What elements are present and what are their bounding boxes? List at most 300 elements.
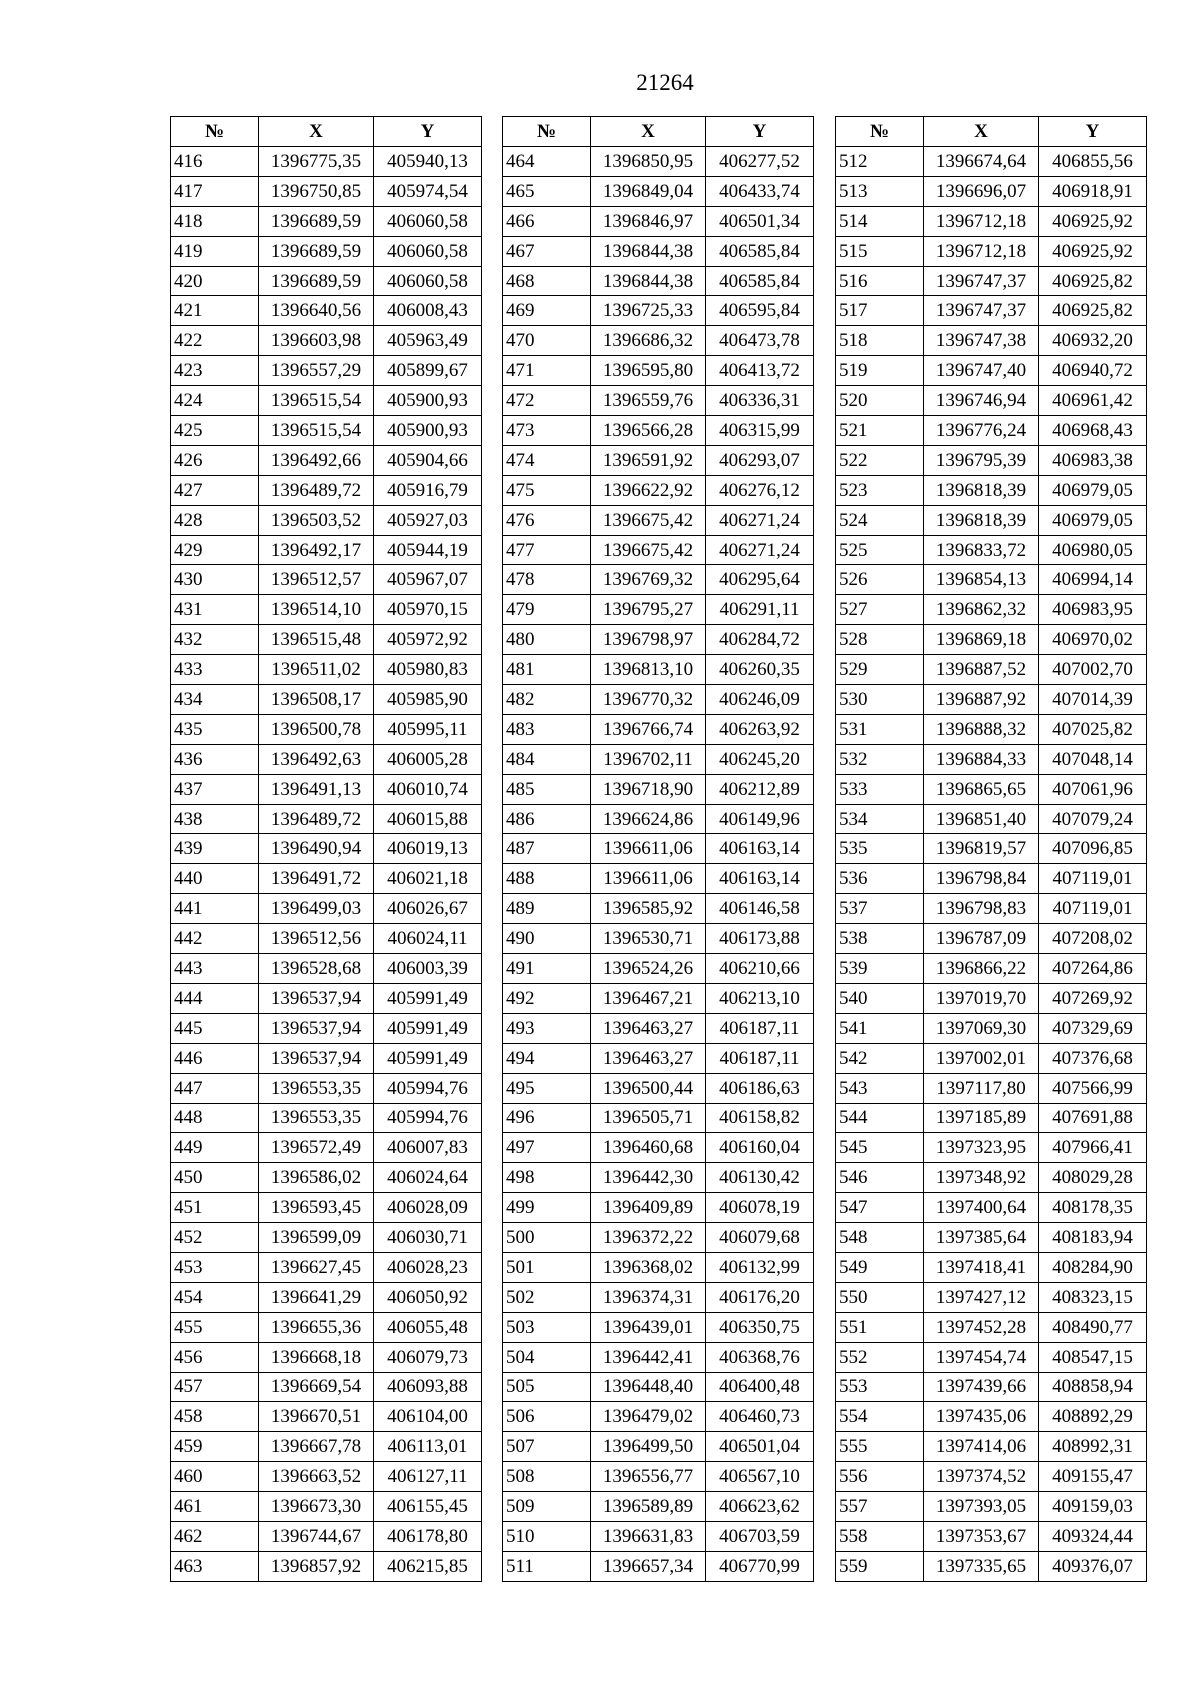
point-number: 518 xyxy=(836,326,924,356)
table-row xyxy=(171,1163,482,1193)
coordinates-table-2 xyxy=(502,116,814,1582)
header-number: № xyxy=(503,117,591,147)
table-row xyxy=(171,147,482,177)
x-coordinate: 1396849,04 xyxy=(591,176,706,206)
x-coordinate: 1397185,89 xyxy=(924,1103,1039,1133)
table-row xyxy=(836,1402,1147,1432)
y-coordinate: 406026,67 xyxy=(374,894,482,924)
y-coordinate: 407566,99 xyxy=(1039,1073,1147,1103)
x-coordinate: 1397454,74 xyxy=(924,1342,1039,1372)
y-coordinate: 406060,58 xyxy=(374,206,482,236)
point-number: 544 xyxy=(836,1103,924,1133)
y-coordinate: 406277,52 xyxy=(706,147,814,177)
point-number: 540 xyxy=(836,983,924,1013)
x-coordinate: 1396492,63 xyxy=(259,744,374,774)
table-row xyxy=(171,1013,482,1043)
y-coordinate: 406271,24 xyxy=(706,535,814,565)
x-coordinate: 1396689,59 xyxy=(259,266,374,296)
x-coordinate: 1396372,22 xyxy=(591,1223,706,1253)
x-coordinate: 1396865,65 xyxy=(924,774,1039,804)
point-number: 471 xyxy=(503,356,591,386)
x-coordinate: 1396599,09 xyxy=(259,1223,374,1253)
header-x: X xyxy=(924,117,1039,147)
x-coordinate: 1396467,21 xyxy=(591,983,706,1013)
y-coordinate: 407079,24 xyxy=(1039,804,1147,834)
x-coordinate: 1396640,56 xyxy=(259,296,374,326)
table-row xyxy=(171,834,482,864)
table-row xyxy=(836,176,1147,206)
x-coordinate: 1397002,01 xyxy=(924,1043,1039,1073)
x-coordinate: 1396670,51 xyxy=(259,1402,374,1432)
y-coordinate: 407096,85 xyxy=(1039,834,1147,864)
y-coordinate: 406271,24 xyxy=(706,505,814,535)
point-number: 538 xyxy=(836,924,924,954)
point-number: 504 xyxy=(503,1342,591,1372)
point-number: 514 xyxy=(836,206,924,236)
point-number: 483 xyxy=(503,714,591,744)
point-number: 537 xyxy=(836,894,924,924)
table-row xyxy=(836,356,1147,386)
y-coordinate: 405940,13 xyxy=(374,147,482,177)
x-coordinate: 1396775,35 xyxy=(259,147,374,177)
point-number: 515 xyxy=(836,236,924,266)
y-coordinate: 406979,05 xyxy=(1039,505,1147,535)
y-coordinate: 406460,73 xyxy=(706,1402,814,1432)
x-coordinate: 1396374,31 xyxy=(591,1282,706,1312)
table-row xyxy=(171,1432,482,1462)
table-row xyxy=(503,924,814,954)
point-number: 482 xyxy=(503,685,591,715)
x-coordinate: 1396537,94 xyxy=(259,983,374,1013)
y-coordinate: 406215,85 xyxy=(374,1551,482,1581)
table-row xyxy=(836,714,1147,744)
x-coordinate: 1396850,95 xyxy=(591,147,706,177)
table-row xyxy=(836,1043,1147,1073)
point-number: 531 xyxy=(836,714,924,744)
table-row xyxy=(836,1282,1147,1312)
table-row xyxy=(171,1492,482,1522)
table-row xyxy=(503,1551,814,1581)
table-row xyxy=(503,1282,814,1312)
table-row xyxy=(503,1193,814,1223)
y-coordinate: 409155,47 xyxy=(1039,1462,1147,1492)
y-coordinate: 405927,03 xyxy=(374,505,482,535)
table-row xyxy=(503,1462,814,1492)
y-coordinate: 406028,23 xyxy=(374,1252,482,1282)
point-number: 519 xyxy=(836,356,924,386)
x-coordinate: 1397418,41 xyxy=(924,1252,1039,1282)
x-coordinate: 1396746,94 xyxy=(924,386,1039,416)
table-header-row xyxy=(836,117,1147,147)
y-coordinate: 406019,13 xyxy=(374,834,482,864)
table-row xyxy=(503,864,814,894)
y-coordinate: 406925,82 xyxy=(1039,266,1147,296)
x-coordinate: 1396818,39 xyxy=(924,475,1039,505)
table-row xyxy=(503,595,814,625)
point-number: 500 xyxy=(503,1223,591,1253)
table-row xyxy=(836,565,1147,595)
table-row xyxy=(171,535,482,565)
table-row xyxy=(503,954,814,984)
point-number: 470 xyxy=(503,326,591,356)
point-number: 527 xyxy=(836,595,924,625)
point-number: 505 xyxy=(503,1372,591,1402)
table-row xyxy=(836,266,1147,296)
x-coordinate: 1396667,78 xyxy=(259,1432,374,1462)
table-row xyxy=(503,1103,814,1133)
y-coordinate: 406213,10 xyxy=(706,983,814,1013)
point-number: 463 xyxy=(171,1551,259,1581)
table-row xyxy=(503,326,814,356)
x-coordinate: 1396747,38 xyxy=(924,326,1039,356)
y-coordinate: 406350,75 xyxy=(706,1312,814,1342)
table-row xyxy=(836,416,1147,446)
point-number: 442 xyxy=(171,924,259,954)
point-number: 434 xyxy=(171,685,259,715)
y-coordinate: 409324,44 xyxy=(1039,1521,1147,1551)
table-header-row xyxy=(171,117,482,147)
point-number: 479 xyxy=(503,595,591,625)
y-coordinate: 406173,88 xyxy=(706,924,814,954)
x-coordinate: 1396787,09 xyxy=(924,924,1039,954)
table-row xyxy=(503,714,814,744)
y-coordinate: 408178,35 xyxy=(1039,1193,1147,1223)
point-number: 452 xyxy=(171,1223,259,1253)
y-coordinate: 406021,18 xyxy=(374,864,482,894)
point-number: 549 xyxy=(836,1252,924,1282)
x-coordinate: 1396866,22 xyxy=(924,954,1039,984)
y-coordinate: 408892,29 xyxy=(1039,1402,1147,1432)
x-coordinate: 1396631,83 xyxy=(591,1521,706,1551)
x-coordinate: 1396869,18 xyxy=(924,625,1039,655)
point-number: 462 xyxy=(171,1521,259,1551)
point-number: 429 xyxy=(171,535,259,565)
x-coordinate: 1396595,80 xyxy=(591,356,706,386)
y-coordinate: 406160,04 xyxy=(706,1133,814,1163)
y-coordinate: 408992,31 xyxy=(1039,1432,1147,1462)
y-coordinate: 405899,67 xyxy=(374,356,482,386)
table-row xyxy=(171,1342,482,1372)
point-number: 424 xyxy=(171,386,259,416)
point-number: 484 xyxy=(503,744,591,774)
point-number: 559 xyxy=(836,1551,924,1581)
y-coordinate: 406028,09 xyxy=(374,1193,482,1223)
x-coordinate: 1396589,89 xyxy=(591,1492,706,1522)
x-coordinate: 1396696,07 xyxy=(924,176,1039,206)
x-coordinate: 1396798,97 xyxy=(591,625,706,655)
x-coordinate: 1397353,67 xyxy=(924,1521,1039,1551)
x-coordinate: 1397393,05 xyxy=(924,1492,1039,1522)
y-coordinate: 406585,84 xyxy=(706,236,814,266)
x-coordinate: 1396512,57 xyxy=(259,565,374,595)
table-row xyxy=(836,296,1147,326)
y-coordinate: 406187,11 xyxy=(706,1043,814,1073)
point-number: 421 xyxy=(171,296,259,326)
x-coordinate: 1396514,10 xyxy=(259,595,374,625)
x-coordinate: 1397117,80 xyxy=(924,1073,1039,1103)
y-coordinate: 406130,42 xyxy=(706,1163,814,1193)
point-number: 490 xyxy=(503,924,591,954)
point-number: 433 xyxy=(171,655,259,685)
table-row xyxy=(836,1432,1147,1462)
y-coordinate: 407119,01 xyxy=(1039,864,1147,894)
y-coordinate: 406093,88 xyxy=(374,1372,482,1402)
x-coordinate: 1397414,06 xyxy=(924,1432,1039,1462)
x-coordinate: 1396556,77 xyxy=(591,1462,706,1492)
point-number: 543 xyxy=(836,1073,924,1103)
y-coordinate: 406079,73 xyxy=(374,1342,482,1372)
point-number: 448 xyxy=(171,1103,259,1133)
x-coordinate: 1396851,40 xyxy=(924,804,1039,834)
table-row xyxy=(503,1013,814,1043)
header-x: X xyxy=(259,117,374,147)
table-row xyxy=(171,206,482,236)
x-coordinate: 1396702,11 xyxy=(591,744,706,774)
x-coordinate: 1396862,32 xyxy=(924,595,1039,625)
table-row xyxy=(836,1073,1147,1103)
y-coordinate: 406163,14 xyxy=(706,864,814,894)
point-number: 430 xyxy=(171,565,259,595)
x-coordinate: 1397348,92 xyxy=(924,1163,1039,1193)
y-coordinate: 406291,11 xyxy=(706,595,814,625)
table-row xyxy=(171,1252,482,1282)
table-row xyxy=(171,774,482,804)
table-row xyxy=(503,1073,814,1103)
y-coordinate: 407208,02 xyxy=(1039,924,1147,954)
y-coordinate: 405974,54 xyxy=(374,176,482,206)
y-coordinate: 408490,77 xyxy=(1039,1312,1147,1342)
x-coordinate: 1396712,18 xyxy=(924,236,1039,266)
point-number: 496 xyxy=(503,1103,591,1133)
y-coordinate: 406970,02 xyxy=(1039,625,1147,655)
x-coordinate: 1396530,71 xyxy=(591,924,706,954)
y-coordinate: 406246,09 xyxy=(706,685,814,715)
table-row xyxy=(836,505,1147,535)
x-coordinate: 1396515,54 xyxy=(259,416,374,446)
header-number: № xyxy=(171,117,259,147)
x-coordinate: 1396844,38 xyxy=(591,236,706,266)
y-coordinate: 406186,63 xyxy=(706,1073,814,1103)
x-coordinate: 1396611,06 xyxy=(591,834,706,864)
y-coordinate: 406263,92 xyxy=(706,714,814,744)
point-number: 464 xyxy=(503,147,591,177)
x-coordinate: 1396725,33 xyxy=(591,296,706,326)
point-number: 461 xyxy=(171,1492,259,1522)
table-row xyxy=(836,1372,1147,1402)
x-coordinate: 1396409,89 xyxy=(591,1193,706,1223)
point-number: 536 xyxy=(836,864,924,894)
point-number: 431 xyxy=(171,595,259,625)
y-coordinate: 408284,90 xyxy=(1039,1252,1147,1282)
x-coordinate: 1396795,39 xyxy=(924,445,1039,475)
point-number: 449 xyxy=(171,1133,259,1163)
table-row xyxy=(836,1521,1147,1551)
x-coordinate: 1396585,92 xyxy=(591,894,706,924)
y-coordinate: 406983,95 xyxy=(1039,595,1147,625)
y-coordinate: 405904,66 xyxy=(374,445,482,475)
point-number: 539 xyxy=(836,954,924,984)
table-row xyxy=(171,445,482,475)
table-row xyxy=(171,386,482,416)
x-coordinate: 1396813,10 xyxy=(591,655,706,685)
point-number: 419 xyxy=(171,236,259,266)
point-number: 502 xyxy=(503,1282,591,1312)
y-coordinate: 406149,96 xyxy=(706,804,814,834)
table-row xyxy=(171,1312,482,1342)
point-number: 443 xyxy=(171,954,259,984)
table-row xyxy=(503,1252,814,1282)
point-number: 422 xyxy=(171,326,259,356)
y-coordinate: 409376,07 xyxy=(1039,1551,1147,1581)
y-coordinate: 406293,07 xyxy=(706,445,814,475)
table-row xyxy=(171,1462,482,1492)
point-number: 467 xyxy=(503,236,591,266)
table-row xyxy=(503,416,814,446)
point-number: 530 xyxy=(836,685,924,715)
table-row xyxy=(171,983,482,1013)
x-coordinate: 1396553,35 xyxy=(259,1073,374,1103)
table-row xyxy=(836,445,1147,475)
table-row xyxy=(836,924,1147,954)
x-coordinate: 1397385,64 xyxy=(924,1223,1039,1253)
x-coordinate: 1396492,66 xyxy=(259,445,374,475)
table-row xyxy=(836,326,1147,356)
table-row xyxy=(836,1133,1147,1163)
y-coordinate: 406005,28 xyxy=(374,744,482,774)
table-row xyxy=(503,1342,814,1372)
table-row xyxy=(836,1312,1147,1342)
point-number: 481 xyxy=(503,655,591,685)
header-y: Y xyxy=(1039,117,1147,147)
x-coordinate: 1397427,12 xyxy=(924,1282,1039,1312)
point-number: 529 xyxy=(836,655,924,685)
y-coordinate: 406501,04 xyxy=(706,1432,814,1462)
x-coordinate: 1397019,70 xyxy=(924,983,1039,1013)
x-coordinate: 1396663,52 xyxy=(259,1462,374,1492)
point-number: 478 xyxy=(503,565,591,595)
x-coordinate: 1396776,24 xyxy=(924,416,1039,446)
x-coordinate: 1396524,26 xyxy=(591,954,706,984)
point-number: 495 xyxy=(503,1073,591,1103)
y-coordinate: 406623,62 xyxy=(706,1492,814,1522)
x-coordinate: 1396491,13 xyxy=(259,774,374,804)
table-row xyxy=(171,1223,482,1253)
point-number: 528 xyxy=(836,625,924,655)
table-row xyxy=(503,356,814,386)
x-coordinate: 1396657,34 xyxy=(591,1551,706,1581)
point-number: 524 xyxy=(836,505,924,535)
point-number: 427 xyxy=(171,475,259,505)
x-coordinate: 1396593,45 xyxy=(259,1193,374,1223)
x-coordinate: 1396887,92 xyxy=(924,685,1039,715)
table-row xyxy=(836,894,1147,924)
point-number: 465 xyxy=(503,176,591,206)
point-number: 459 xyxy=(171,1432,259,1462)
point-number: 532 xyxy=(836,744,924,774)
table-row xyxy=(171,236,482,266)
table-row xyxy=(171,1103,482,1133)
y-coordinate: 406210,66 xyxy=(706,954,814,984)
table-row xyxy=(503,206,814,236)
table-row xyxy=(503,176,814,206)
point-number: 454 xyxy=(171,1282,259,1312)
y-coordinate: 406336,31 xyxy=(706,386,814,416)
point-number: 486 xyxy=(503,804,591,834)
y-coordinate: 406146,58 xyxy=(706,894,814,924)
point-number: 446 xyxy=(171,1043,259,1073)
y-coordinate: 406994,14 xyxy=(1039,565,1147,595)
point-number: 494 xyxy=(503,1043,591,1073)
x-coordinate: 1396489,72 xyxy=(259,804,374,834)
point-number: 547 xyxy=(836,1193,924,1223)
x-coordinate: 1396887,52 xyxy=(924,655,1039,685)
y-coordinate: 406585,84 xyxy=(706,266,814,296)
y-coordinate: 406030,71 xyxy=(374,1223,482,1253)
x-coordinate: 1396641,29 xyxy=(259,1282,374,1312)
x-coordinate: 1396537,94 xyxy=(259,1013,374,1043)
x-coordinate: 1396442,41 xyxy=(591,1342,706,1372)
table-row xyxy=(503,1521,814,1551)
x-coordinate: 1397374,52 xyxy=(924,1462,1039,1492)
point-number: 435 xyxy=(171,714,259,744)
x-coordinate: 1396833,72 xyxy=(924,535,1039,565)
page-number: 21264 xyxy=(636,70,694,95)
table-row xyxy=(503,296,814,326)
point-number: 441 xyxy=(171,894,259,924)
x-coordinate: 1396854,13 xyxy=(924,565,1039,595)
point-number: 477 xyxy=(503,535,591,565)
y-coordinate: 406187,11 xyxy=(706,1013,814,1043)
point-number: 432 xyxy=(171,625,259,655)
table-row xyxy=(171,1372,482,1402)
point-number: 517 xyxy=(836,296,924,326)
table-body xyxy=(836,147,1147,1582)
table-row xyxy=(503,744,814,774)
x-coordinate: 1396750,85 xyxy=(259,176,374,206)
table-row xyxy=(171,1193,482,1223)
y-coordinate: 406008,43 xyxy=(374,296,482,326)
table-row xyxy=(503,505,814,535)
point-number: 458 xyxy=(171,1402,259,1432)
point-number: 493 xyxy=(503,1013,591,1043)
table-row xyxy=(503,1163,814,1193)
y-coordinate: 406932,20 xyxy=(1039,326,1147,356)
table-row xyxy=(171,266,482,296)
point-number: 557 xyxy=(836,1492,924,1522)
y-coordinate: 406127,11 xyxy=(374,1462,482,1492)
table-row xyxy=(171,625,482,655)
y-coordinate: 407376,68 xyxy=(1039,1043,1147,1073)
y-coordinate: 405900,93 xyxy=(374,416,482,446)
point-number: 489 xyxy=(503,894,591,924)
point-number: 455 xyxy=(171,1312,259,1342)
y-coordinate: 406132,99 xyxy=(706,1252,814,1282)
x-coordinate: 1397323,95 xyxy=(924,1133,1039,1163)
point-number: 541 xyxy=(836,1013,924,1043)
y-coordinate: 406961,42 xyxy=(1039,386,1147,416)
y-coordinate: 406079,68 xyxy=(706,1223,814,1253)
table-row xyxy=(503,834,814,864)
point-number: 444 xyxy=(171,983,259,1013)
table-row xyxy=(836,954,1147,984)
x-coordinate: 1396512,56 xyxy=(259,924,374,954)
point-number: 516 xyxy=(836,266,924,296)
x-coordinate: 1396515,48 xyxy=(259,625,374,655)
x-coordinate: 1396586,02 xyxy=(259,1163,374,1193)
x-coordinate: 1396675,42 xyxy=(591,505,706,535)
x-coordinate: 1396795,27 xyxy=(591,595,706,625)
point-number: 542 xyxy=(836,1043,924,1073)
